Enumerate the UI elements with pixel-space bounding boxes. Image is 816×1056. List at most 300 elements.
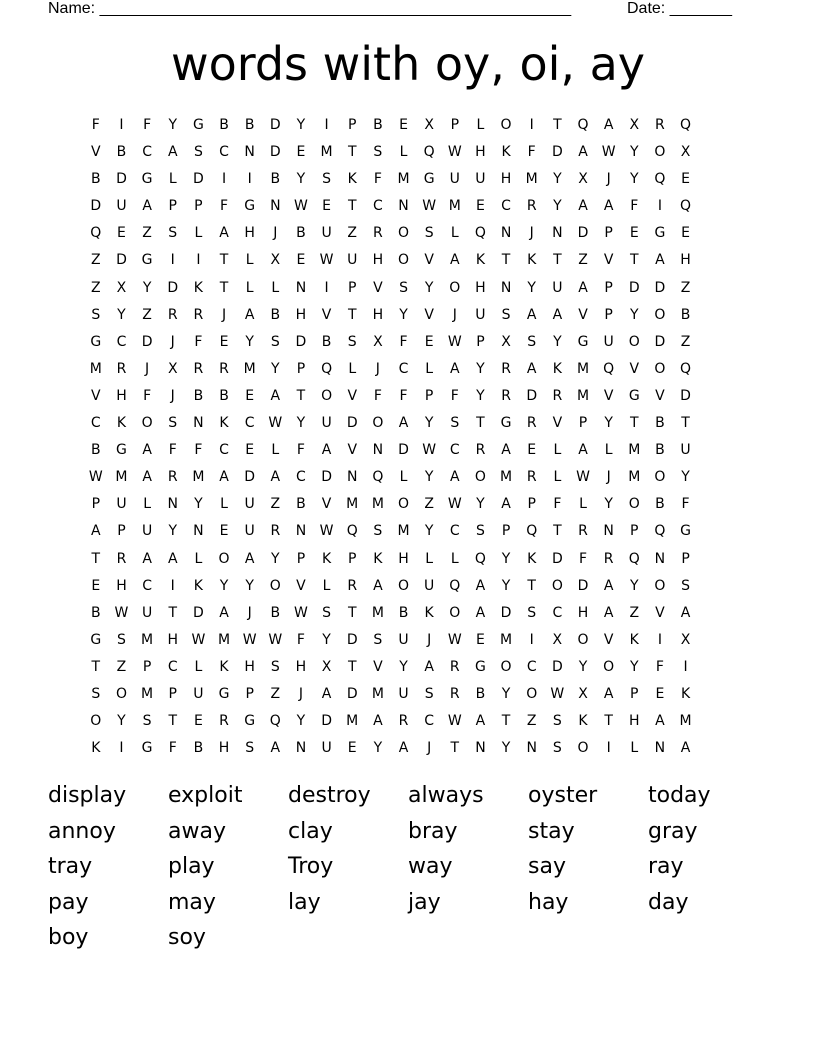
grid-letter: C bbox=[167, 658, 178, 675]
grid-letter: V bbox=[655, 604, 665, 621]
grid-letter: G bbox=[244, 713, 256, 730]
word-bank-item: destroy bbox=[288, 783, 371, 808]
grid-row bbox=[83, 275, 698, 302]
grid-letter: Y bbox=[399, 306, 408, 323]
grid-letter: W bbox=[550, 685, 565, 702]
grid-letter: Y bbox=[271, 360, 280, 377]
grid-letter: P bbox=[348, 117, 357, 133]
grid-letter: U bbox=[321, 740, 332, 757]
grid-letter: Q bbox=[474, 550, 486, 567]
grid-letter: O bbox=[654, 360, 666, 377]
grid-letter: G bbox=[141, 252, 153, 269]
grid-letter: S bbox=[501, 306, 511, 323]
grid-letter: N bbox=[654, 550, 666, 567]
grid-letter: Q bbox=[423, 144, 435, 161]
grid-letter: P bbox=[245, 685, 254, 702]
grid-letter: Y bbox=[373, 740, 383, 757]
grid-letter: O bbox=[269, 577, 281, 594]
grid-letter: P bbox=[117, 523, 126, 540]
grid-letter: I bbox=[196, 252, 201, 269]
letter-grid bbox=[83, 112, 698, 762]
grid-letter: J bbox=[606, 171, 611, 188]
grid-letter: E bbox=[527, 442, 537, 459]
grid-letter: V bbox=[655, 387, 665, 404]
grid-letter: R bbox=[449, 685, 460, 702]
grid-letter: E bbox=[424, 333, 434, 350]
word-bank-item: say bbox=[528, 854, 566, 879]
grid-letter: Y bbox=[476, 496, 485, 513]
grid-letter: R bbox=[116, 360, 127, 377]
grid-letter: F bbox=[143, 387, 152, 404]
grid-letter: S bbox=[450, 415, 460, 432]
grid-letter: Q bbox=[346, 523, 358, 540]
grid-letter: V bbox=[424, 252, 434, 269]
grid-letter: P bbox=[142, 658, 152, 675]
grid-letter: Z bbox=[116, 658, 127, 675]
grid-letter: C bbox=[526, 658, 537, 675]
grid-letter: V bbox=[347, 387, 358, 404]
grid-letter: B bbox=[270, 604, 281, 621]
grid-letter: A bbox=[244, 306, 255, 323]
grid-letter: A bbox=[321, 685, 332, 702]
grid-letter: E bbox=[399, 117, 408, 133]
grid-letter: M bbox=[628, 442, 641, 459]
grid-letter: F bbox=[219, 198, 229, 215]
grid-letter: H bbox=[372, 252, 384, 269]
grid-letter: A bbox=[398, 740, 409, 757]
grid-letter: X bbox=[270, 252, 281, 269]
word-bank-item: may bbox=[168, 889, 216, 915]
grid-letter: A bbox=[680, 604, 691, 621]
grid-letter: O bbox=[218, 550, 230, 567]
grid-letter: X bbox=[680, 144, 691, 161]
grid-letter: E bbox=[193, 713, 203, 730]
word-bank-item: play bbox=[168, 854, 215, 879]
grid-letter: C bbox=[449, 523, 460, 540]
grid-letter: A bbox=[578, 442, 588, 459]
grid-letter: G bbox=[680, 523, 691, 540]
grid-letter: A bbox=[526, 306, 537, 323]
grid-letter: R bbox=[501, 360, 511, 377]
grid-letter: J bbox=[606, 469, 611, 486]
word-bank-item: pay bbox=[48, 889, 89, 915]
grid-letter: Y bbox=[245, 333, 254, 350]
grid-letter: M bbox=[448, 198, 461, 215]
grid-letter: N bbox=[500, 279, 512, 296]
grid-letter: O bbox=[603, 658, 615, 675]
grid-letter: M bbox=[89, 360, 102, 377]
word-bank-item: jay bbox=[408, 889, 441, 915]
grid-letter: O bbox=[90, 713, 102, 730]
grid-letter: L bbox=[271, 442, 280, 459]
grid-row bbox=[83, 708, 698, 735]
grid-letter: I bbox=[529, 631, 534, 648]
grid-letter: L bbox=[399, 469, 408, 486]
grid-letter: O bbox=[526, 685, 538, 702]
grid-letter: T bbox=[553, 252, 562, 269]
grid-letter: M bbox=[371, 496, 384, 513]
grid-letter: K bbox=[116, 415, 127, 432]
grid-letter: S bbox=[193, 144, 203, 161]
grid-letter: W bbox=[268, 415, 283, 432]
grid-letter: L bbox=[194, 225, 203, 242]
grid-letter: E bbox=[219, 333, 229, 350]
grid-letter: Z bbox=[424, 496, 434, 513]
grid-letter: S bbox=[373, 631, 383, 648]
grid-letter: A bbox=[603, 117, 614, 133]
grid-letter: A bbox=[655, 252, 665, 269]
grid-letter: N bbox=[654, 740, 666, 757]
grid-letter: Y bbox=[245, 577, 254, 594]
grid-letter: L bbox=[425, 360, 434, 377]
grid-letter: Y bbox=[117, 306, 126, 323]
grid-letter: F bbox=[91, 117, 100, 133]
grid-letter: L bbox=[553, 442, 562, 459]
grid-letter: Y bbox=[501, 685, 511, 702]
grid-letter: H bbox=[372, 306, 384, 323]
grid-letter: K bbox=[347, 171, 357, 188]
grid-letter: F bbox=[681, 496, 690, 513]
grid-letter: U bbox=[603, 333, 614, 350]
grid-letter: D bbox=[551, 550, 563, 567]
grid-letter: O bbox=[628, 496, 640, 513]
grid-letter: K bbox=[527, 252, 537, 269]
grid-letter: K bbox=[373, 550, 383, 567]
grid-letter: L bbox=[425, 550, 434, 567]
grid-letter: T bbox=[91, 550, 101, 567]
grid-letter: Q bbox=[628, 550, 640, 567]
grid-letter: N bbox=[295, 740, 307, 757]
grid-letter: Q bbox=[603, 360, 615, 377]
grid-letter: Y bbox=[553, 333, 562, 350]
grid-letter: H bbox=[500, 171, 512, 188]
word-bank bbox=[48, 778, 788, 956]
grid-letter: D bbox=[346, 685, 358, 702]
grid-letter: R bbox=[347, 577, 358, 594]
grid-letter: B bbox=[270, 306, 281, 323]
grid-letter: S bbox=[168, 225, 178, 242]
grid-letter: J bbox=[298, 685, 304, 702]
grid-letter: L bbox=[476, 117, 485, 133]
grid-letter: J bbox=[221, 306, 227, 323]
grid-row bbox=[83, 329, 698, 356]
grid-row bbox=[83, 410, 698, 437]
grid-letter: T bbox=[681, 415, 690, 432]
grid-letter: E bbox=[296, 144, 306, 161]
word-bank-item: bray bbox=[408, 818, 458, 844]
grid-letter: B bbox=[373, 117, 383, 133]
grid-letter: D bbox=[577, 577, 589, 594]
grid-letter: T bbox=[347, 658, 357, 675]
grid-letter: J bbox=[529, 225, 534, 242]
grid-row bbox=[83, 139, 698, 166]
grid-letter: O bbox=[654, 306, 666, 323]
word-bank-item: boy bbox=[48, 925, 89, 950]
grid-letter: W bbox=[114, 604, 129, 621]
grid-letter: E bbox=[476, 198, 485, 215]
grid-letter: Y bbox=[271, 550, 280, 567]
grid-letter: N bbox=[500, 225, 512, 242]
grid-letter: H bbox=[244, 658, 255, 675]
grid-letter: X bbox=[424, 117, 434, 133]
grid-letter: O bbox=[397, 496, 410, 513]
grid-letter: Q bbox=[680, 198, 692, 215]
grid-letter: Y bbox=[629, 658, 639, 675]
grid-letter: L bbox=[450, 550, 459, 567]
word-bank-item: hay bbox=[528, 889, 569, 915]
grid-letter: A bbox=[450, 360, 460, 377]
grid-letter: M bbox=[141, 685, 154, 702]
grid-letter: O bbox=[397, 252, 410, 269]
grid-letter: Q bbox=[269, 713, 281, 730]
grid-letter: P bbox=[604, 225, 613, 242]
grid-letter: A bbox=[424, 658, 434, 675]
grid-letter: D bbox=[654, 333, 666, 350]
grid-letter: U bbox=[475, 306, 486, 323]
grid-letter: J bbox=[247, 604, 252, 621]
grid-letter: T bbox=[296, 387, 306, 404]
grid-letter: A bbox=[578, 198, 588, 215]
grid-letter: G bbox=[500, 415, 512, 432]
grid-letter: A bbox=[142, 550, 152, 567]
grid-letter: Y bbox=[219, 577, 229, 594]
grid-letter: H bbox=[398, 550, 409, 567]
grid-letter: A bbox=[219, 225, 229, 242]
grid-letter: W bbox=[191, 631, 206, 648]
grid-row bbox=[83, 518, 698, 545]
grid-letter: R bbox=[219, 713, 229, 730]
grid-letter: M bbox=[525, 171, 538, 188]
grid-letter: L bbox=[168, 171, 177, 188]
grid-letter: M bbox=[346, 496, 359, 513]
grid-row bbox=[83, 193, 698, 220]
word-bank-item: ray bbox=[648, 854, 684, 879]
grid-letter: D bbox=[628, 279, 640, 296]
grid-letter: Y bbox=[424, 279, 434, 296]
grid-letter: N bbox=[552, 225, 563, 242]
grid-letter: F bbox=[143, 117, 152, 133]
name-field-label: Name: _____________________________________________________ bbox=[48, 0, 572, 17]
grid-letter: I bbox=[221, 171, 227, 188]
grid-letter: Y bbox=[501, 740, 511, 757]
grid-letter: A bbox=[501, 496, 511, 513]
grid-letter: Y bbox=[142, 279, 152, 296]
grid-letter: A bbox=[603, 604, 614, 621]
grid-letter: W bbox=[447, 496, 462, 513]
grid-letter: C bbox=[398, 360, 409, 377]
grid-letter: K bbox=[501, 144, 511, 161]
grid-letter: J bbox=[145, 360, 150, 377]
grid-letter: Y bbox=[476, 387, 485, 404]
grid-letter: T bbox=[347, 198, 357, 215]
grid-letter: F bbox=[527, 144, 536, 161]
grid-letter: Z bbox=[347, 225, 358, 242]
grid-letter: F bbox=[373, 171, 382, 188]
grid-letter: X bbox=[373, 333, 383, 350]
word-bank-item: tray bbox=[48, 854, 93, 879]
grid-letter: W bbox=[447, 631, 462, 648]
grid-letter: M bbox=[192, 469, 205, 486]
grid-letter: A bbox=[167, 144, 178, 161]
grid-letter: C bbox=[424, 713, 435, 730]
grid-letter: M bbox=[628, 469, 641, 486]
grid-letter: G bbox=[90, 333, 102, 350]
grid-letter: L bbox=[553, 469, 562, 486]
grid-letter: H bbox=[295, 658, 307, 675]
grid-letter: K bbox=[578, 713, 588, 730]
grid-row bbox=[83, 654, 698, 681]
grid-letter: L bbox=[579, 496, 587, 513]
grid-letter: Y bbox=[629, 306, 639, 323]
grid-letter: Z bbox=[270, 685, 281, 702]
grid-letter: E bbox=[219, 523, 229, 540]
grid-letter: C bbox=[552, 604, 563, 621]
grid-letter: H bbox=[680, 252, 691, 269]
grid-letter: R bbox=[655, 117, 665, 133]
grid-letter: Y bbox=[296, 117, 306, 133]
grid-letter: E bbox=[117, 225, 126, 242]
grid-letter: Q bbox=[654, 171, 666, 188]
grid-letter: E bbox=[296, 252, 306, 269]
grid-letter: I bbox=[324, 117, 329, 133]
grid-letter: W bbox=[294, 604, 308, 621]
grid-letter: B bbox=[475, 685, 486, 702]
grid-letter: M bbox=[679, 713, 692, 730]
grid-letter: S bbox=[527, 333, 537, 350]
grid-letter: N bbox=[295, 279, 307, 296]
grid-letter: O bbox=[577, 631, 589, 648]
grid-letter: C bbox=[142, 144, 152, 161]
grid-letter: M bbox=[141, 631, 154, 648]
grid-letter: W bbox=[88, 469, 103, 486]
grid-letter: P bbox=[501, 523, 511, 540]
grid-letter: S bbox=[373, 523, 383, 540]
grid-letter: D bbox=[551, 144, 563, 161]
grid-letter: K bbox=[552, 360, 562, 377]
grid-letter: D bbox=[141, 333, 153, 350]
grid-letter: S bbox=[681, 577, 690, 594]
grid-row bbox=[83, 600, 698, 627]
word-bank-item: always bbox=[408, 783, 484, 808]
grid-letter: Y bbox=[399, 658, 408, 675]
grid-letter: R bbox=[193, 360, 204, 377]
grid-letter: W bbox=[447, 144, 462, 161]
grid-letter: I bbox=[170, 252, 175, 269]
word-bank-item: display bbox=[48, 783, 127, 808]
grid-letter: G bbox=[475, 658, 486, 675]
grid-letter: A bbox=[680, 740, 691, 757]
grid-letter: Y bbox=[629, 144, 639, 161]
grid-letter: G bbox=[141, 740, 153, 757]
grid-letter: L bbox=[220, 496, 228, 513]
grid-letter: L bbox=[194, 550, 203, 567]
grid-row bbox=[83, 112, 698, 139]
grid-letter: W bbox=[447, 713, 462, 730]
grid-letter: C bbox=[296, 469, 306, 486]
grid-letter: G bbox=[628, 387, 640, 404]
grid-letter: Y bbox=[296, 171, 306, 188]
grid-row bbox=[83, 166, 698, 193]
word-bank-item: annoy bbox=[48, 818, 116, 844]
grid-letter: V bbox=[629, 360, 640, 377]
grid-letter: D bbox=[500, 604, 512, 621]
grid-letter: U bbox=[424, 577, 435, 594]
grid-letter: F bbox=[373, 387, 382, 404]
grid-letter: L bbox=[348, 360, 357, 377]
grid-letter: Q bbox=[90, 225, 102, 242]
grid-letter: O bbox=[141, 415, 153, 432]
grid-letter: T bbox=[476, 415, 485, 432]
grid-letter: Y bbox=[168, 523, 178, 540]
grid-letter: B bbox=[296, 496, 306, 513]
word-bank-item: day bbox=[648, 889, 689, 915]
grid-letter: V bbox=[373, 658, 383, 675]
grid-letter: Z bbox=[142, 306, 152, 323]
grid-letter: U bbox=[116, 198, 127, 215]
grid-letter: E bbox=[655, 685, 665, 702]
grid-letter: N bbox=[193, 415, 204, 432]
grid-letter: B bbox=[321, 333, 332, 350]
grid-letter: K bbox=[219, 415, 229, 432]
grid-letter: E bbox=[245, 442, 255, 459]
grid-letter: T bbox=[629, 252, 639, 269]
grid-letter: L bbox=[450, 225, 459, 242]
grid-letter: N bbox=[295, 523, 307, 540]
grid-letter: S bbox=[270, 658, 280, 675]
grid-letter: F bbox=[194, 442, 203, 459]
grid-letter: J bbox=[375, 360, 380, 377]
grid-letter: J bbox=[427, 740, 432, 757]
grid-letter: P bbox=[194, 198, 203, 215]
grid-letter: H bbox=[167, 631, 178, 648]
grid-letter: R bbox=[398, 713, 409, 730]
grid-letter: M bbox=[500, 469, 513, 486]
grid-letter: A bbox=[603, 198, 614, 215]
grid-letter: H bbox=[475, 144, 486, 161]
grid-letter: C bbox=[142, 577, 152, 594]
grid-letter: M bbox=[243, 360, 256, 377]
grid-letter: Q bbox=[577, 117, 589, 133]
grid-row bbox=[83, 491, 698, 518]
grid-letter: M bbox=[320, 144, 333, 161]
grid-letter: F bbox=[578, 550, 588, 567]
grid-letter: O bbox=[551, 577, 563, 594]
grid-letter: N bbox=[475, 740, 486, 757]
grid-letter: F bbox=[296, 442, 305, 459]
grid-letter: A bbox=[321, 442, 332, 459]
grid-letter: R bbox=[219, 360, 229, 377]
grid-letter: F bbox=[168, 740, 177, 757]
grid-letter: H bbox=[116, 577, 127, 594]
grid-letter: T bbox=[219, 252, 229, 269]
grid-letter: Z bbox=[578, 252, 588, 269]
grid-letter: S bbox=[168, 415, 178, 432]
grid-letter: R bbox=[526, 198, 537, 215]
grid-letter: X bbox=[552, 631, 563, 648]
grid-letter: B bbox=[270, 171, 281, 188]
grid-letter: G bbox=[577, 333, 589, 350]
grid-letter: O bbox=[654, 577, 666, 594]
grid-letter: L bbox=[604, 442, 613, 459]
grid-letter: T bbox=[629, 415, 639, 432]
grid-letter: Y bbox=[501, 550, 511, 567]
grid-letter: S bbox=[552, 713, 562, 730]
grid-letter: O bbox=[474, 469, 486, 486]
grid-letter: D bbox=[269, 144, 281, 161]
grid-letter: F bbox=[553, 496, 562, 513]
grid-letter: S bbox=[527, 604, 537, 621]
grid-letter: J bbox=[170, 387, 175, 404]
